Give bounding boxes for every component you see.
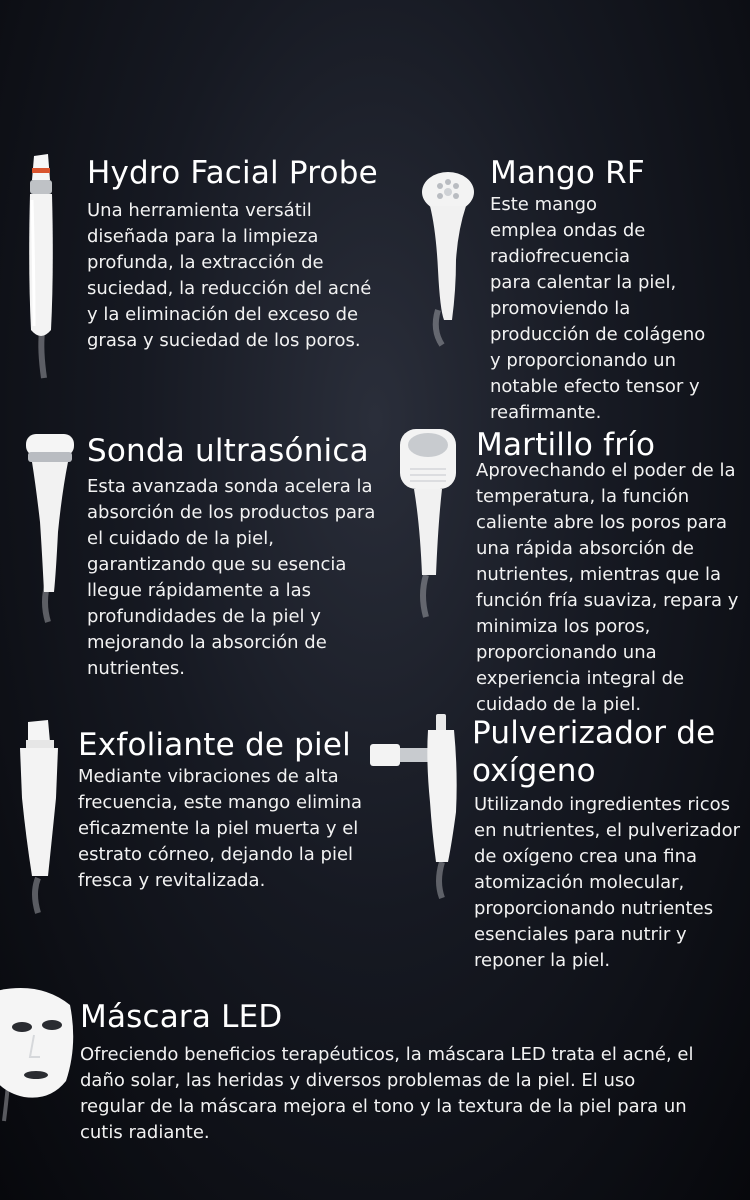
product-description: Esta avanzada sonda acelera la absorción de los productos para el cuidado de la piel, garantizando que su esencia llegue rápidamente a las profundidades de la piel y mejorando la absorción de nutrientes. — [87, 476, 376, 679]
product-title: Sonda ultrasónica — [87, 433, 369, 469]
product-description: Una herramienta versátil diseñada para la limpieza profunda, la extracción de suciedad, la reducción del acné y la eliminación del exceso de grasa y suciedad de los poros. — [87, 200, 372, 351]
cold-hammer-image — [396, 425, 460, 625]
product-title: Mango RF — [490, 155, 645, 191]
product-description: Mediante vibraciones de alta frecuencia, este mango elimina eficazmente la piel muerta y el estrato córneo, dejando la piel fresca y revitalizada. — [78, 766, 363, 891]
led-mask-image — [0, 985, 80, 1125]
product-description: Aprovechando el poder de la temperatura, la función caliente abre los poros para una rápida absorción de nutrientes, mientras que la función fría suaviza, repara y minimiza los poros, proporcionando una experiencia integral de cuidado de la piel. — [476, 460, 739, 715]
product-title: Exfoliante de piel — [78, 727, 351, 763]
product-title: Hydro Facial Probe — [87, 155, 378, 191]
product-title: Martillo frío — [476, 427, 656, 463]
product-title: Pulverizador de oxígeno — [472, 715, 716, 789]
product-title: Máscara LED — [80, 999, 283, 1035]
product-description: Ofreciendo beneficios terapéuticos, la máscara LED trata el acné, el daño solar, las heridas y diversos problemas de la piel. El uso regular de la máscara mejora el tono y la textura de la piel para un cutis radiante. — [80, 1044, 694, 1143]
product-description: Utilizando ingredientes ricos en nutrientes, el pulverizador de oxígeno crea una fina atomización molecular, proporcionando nutrientes esenciales para nutrir y reponer la piel. — [474, 794, 740, 971]
rf-handle-image — [418, 170, 478, 360]
product-description: Este mango emplea ondas de radiofrecuencia para calentar la piel, promoviendo la producción de colágeno y proporcionando un notable efecto tensor y reafirmante. — [490, 194, 706, 423]
ultrasonic-probe-image — [22, 432, 78, 632]
hydro-facial-probe-image — [18, 150, 64, 390]
skin-scrubber-image — [14, 718, 64, 918]
oxygen-sprayer-image — [366, 712, 466, 902]
